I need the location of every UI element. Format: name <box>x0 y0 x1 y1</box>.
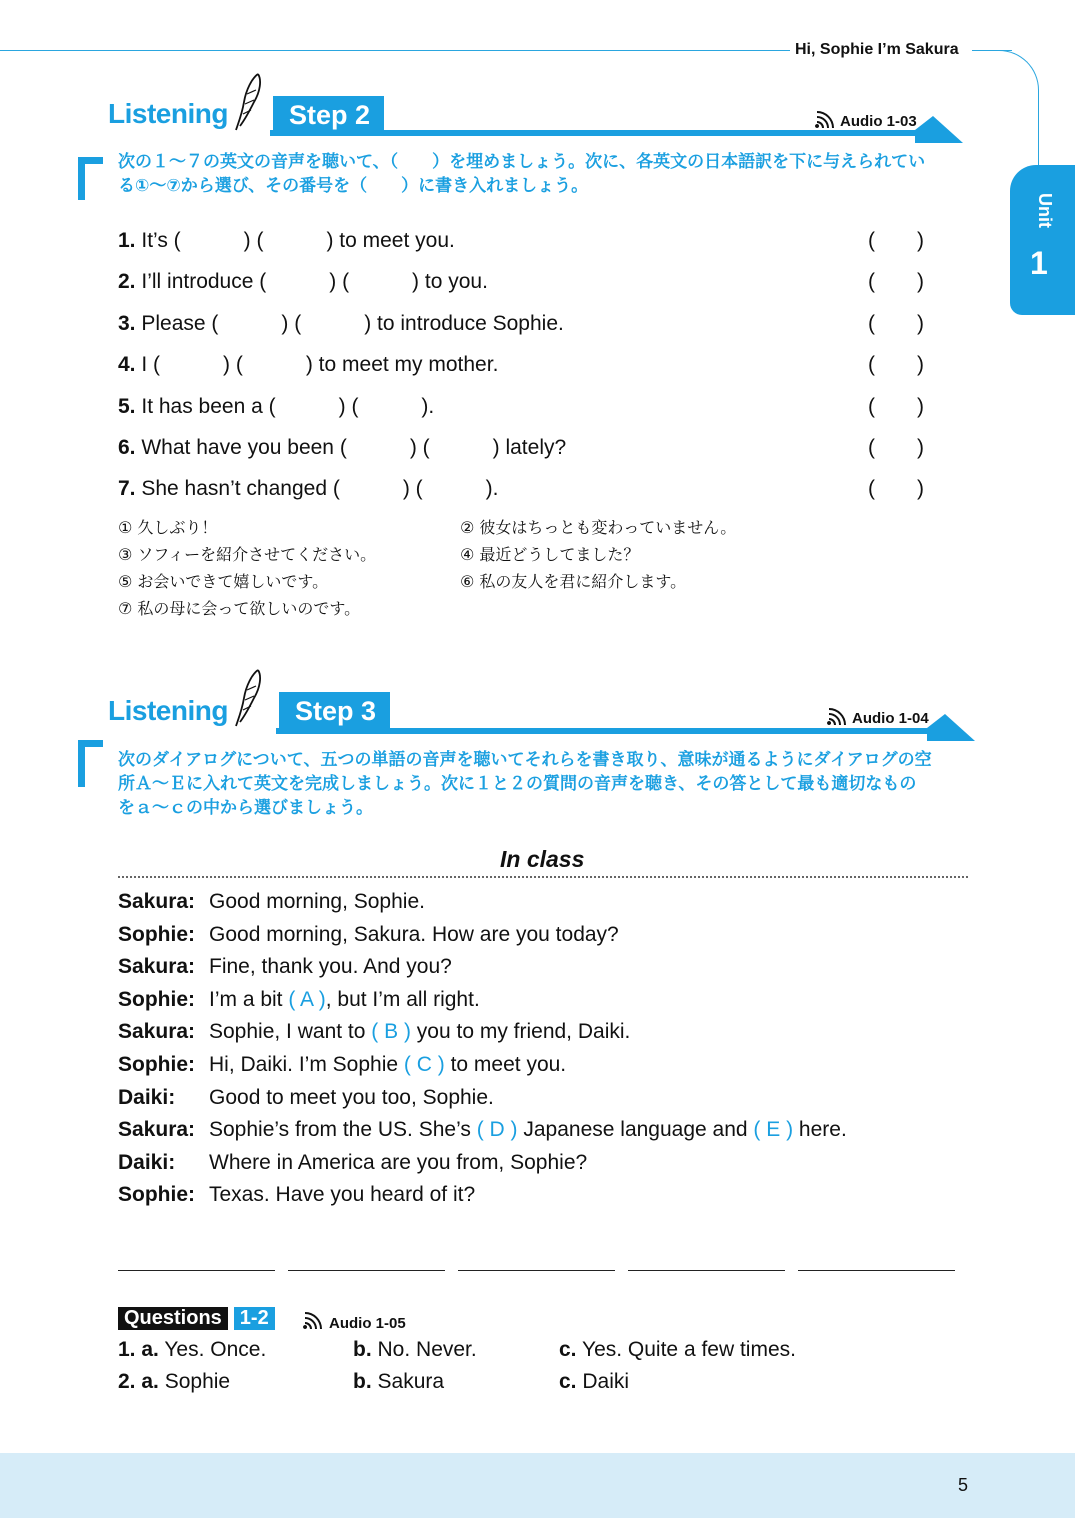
page-number: 5 <box>958 1475 969 1495</box>
step2-question-7 <box>118 472 498 502</box>
footer-band <box>0 1453 1075 1518</box>
step2-label: Step 2 <box>273 96 384 133</box>
band-arrow <box>927 714 975 742</box>
question-number: 1. <box>118 229 136 252</box>
speaker: Sakura: <box>118 955 196 979</box>
instruction-bracket <box>78 157 103 200</box>
running-title: Hi, Sophie I’m Sakura <box>795 41 959 58</box>
audio-icon <box>827 707 849 727</box>
questions-header <box>118 1307 275 1330</box>
dialog-text: , but I’m all right. <box>325 987 480 1011</box>
option-b[interactable]: No. Never. <box>377 1338 477 1361</box>
band-arrow <box>915 116 963 144</box>
dialog-line <box>209 1183 475 1207</box>
step2-instruction-line1: 次の１～７の英文の音声を聴いて、（ ）を埋めましょう。次に、各英文の日本語訳を下に与えられてい <box>118 152 926 172</box>
option-c[interactable]: Daiki <box>582 1370 630 1393</box>
option-key: c. <box>559 1338 577 1361</box>
dialog-text: you to my friend, Daiki. <box>410 1020 631 1044</box>
question-2 <box>118 1370 230 1394</box>
step2-question-6 <box>118 431 566 461</box>
speaker: Sophie: <box>118 1183 195 1207</box>
speaker: Sophie: <box>118 1053 195 1076</box>
option-key: b. <box>353 1338 372 1361</box>
speaker: Sophie: <box>118 922 195 946</box>
option-key: a. <box>141 1338 159 1361</box>
option-key: c. <box>559 1370 577 1393</box>
dialog-line <box>209 955 452 979</box>
step2-question-4 <box>118 348 498 378</box>
question-1 <box>118 1338 266 1362</box>
unit-number: 1 <box>1030 245 1048 281</box>
question-text[interactable]: I’ll introduce ( ) ( ) to you. <box>141 270 488 294</box>
translation-6: ⑥ 私の友人を君に紹介します。 <box>460 572 687 591</box>
step3-instruction-line3: をａ～ｃの中から選びましょう。 <box>118 798 373 818</box>
unit-tab <box>1010 165 1075 315</box>
dialog-line <box>209 1020 630 1044</box>
option-c[interactable]: Yes. Quite a few times. <box>581 1338 796 1361</box>
speaker: Sophie: <box>118 987 195 1011</box>
answer-line-b[interactable] <box>288 1270 445 1271</box>
dialog-line <box>209 923 619 947</box>
question-number: 2. <box>118 270 136 294</box>
step2-instruction <box>118 150 998 198</box>
step3-audio: Audio 1-04 <box>852 710 929 727</box>
dialog-text: Sophie, I want to <box>209 1020 372 1044</box>
step2-question-2 <box>118 265 488 295</box>
dialog-line <box>209 1086 494 1110</box>
dialog-line <box>209 1151 587 1175</box>
header-rule <box>0 50 790 51</box>
dialog-text: I’m a bit <box>209 987 289 1011</box>
answer-line-c[interactable] <box>458 1270 615 1271</box>
questions-range: 1-2 <box>234 1307 275 1330</box>
leaf-icon <box>232 72 266 132</box>
dialog-divider <box>118 876 968 878</box>
question-text[interactable]: Please ( ) ( ) to introduce Sophie. <box>141 311 564 335</box>
question-number: 1. <box>118 1338 136 1361</box>
question-2-c <box>559 1370 629 1394</box>
step2-question-5 <box>118 390 434 420</box>
speaker: Sakura: <box>118 890 196 913</box>
dialog-text: Where in America are you from, Sophie? <box>209 1150 588 1174</box>
instruction-bracket <box>78 740 103 787</box>
listening-heading-2: Listening <box>108 695 228 726</box>
question-number: 3. <box>118 311 136 335</box>
translation-5: ⑤ お会いできて嬉しいです。 <box>118 572 329 591</box>
option-key: b. <box>353 1370 372 1393</box>
answer-box[interactable]: ( ) <box>868 311 924 335</box>
question-2-b <box>353 1370 444 1394</box>
answer-box[interactable]: ( ) <box>868 270 924 294</box>
step3-instruction <box>118 748 998 820</box>
question-text[interactable]: It has been a ( ) ( ). <box>141 394 435 418</box>
question-number: 4. <box>118 353 136 377</box>
step2-question-3 <box>118 307 564 337</box>
question-1-b <box>353 1338 477 1362</box>
answer-box[interactable]: ( ) <box>868 394 924 418</box>
dialog-blank: ( C ) <box>403 1053 445 1076</box>
option-a[interactable]: Sophie <box>164 1370 231 1393</box>
dialog-text: Hi, Daiki. I’m Sophie <box>209 1053 404 1076</box>
speaker: Sakura: <box>118 1020 196 1044</box>
dialog-text: Good morning, Sakura. How are you today? <box>209 922 619 946</box>
audio-icon <box>303 1311 325 1331</box>
step2-instruction-line2: る①～⑦から選び、その番号を（ ）に書き入れましょう。 <box>118 176 589 196</box>
listening-heading: Listening <box>108 98 228 129</box>
answer-box[interactable]: ( ) <box>868 477 924 501</box>
dialog-blank: ( D ) <box>476 1118 518 1142</box>
dialog-blank: ( A ) <box>288 987 326 1011</box>
translation-7: ⑦ 私の母に会って欲しいのです。 <box>118 599 361 618</box>
question-number: 6. <box>118 436 136 459</box>
question-number: 2. <box>118 1370 136 1393</box>
dialog-text: here. <box>793 1118 847 1142</box>
speaker: Daiki: <box>118 1150 176 1174</box>
dialog-text: Texas. Have you heard of it? <box>209 1183 476 1207</box>
dialog-line <box>209 890 425 914</box>
questions-audio: Audio 1-05 <box>329 1315 406 1332</box>
speaker: Sakura: <box>118 1118 196 1142</box>
option-b[interactable]: Sakura <box>377 1370 445 1393</box>
answer-line-d[interactable] <box>628 1270 785 1271</box>
step3-instruction-line1: 次のダイアログについて、五つの単語の音声を聴いてそれらを書き取り、意味が通るようにダイアログの空 <box>118 750 932 770</box>
leaf-icon <box>232 668 266 728</box>
answer-box[interactable]: ( ) <box>868 229 924 252</box>
answer-box[interactable]: ( ) <box>868 436 924 459</box>
question-number: 7. <box>118 477 136 501</box>
translation-2: ② 彼女はちっとも変わっていません。 <box>460 518 737 537</box>
dialog-text: Good to meet you too, Sophie. <box>209 1085 494 1109</box>
dialog-text: to meet you. <box>444 1053 567 1076</box>
dialog-line <box>209 988 480 1012</box>
step2-audio: Audio 1-03 <box>840 113 917 130</box>
step2-question-1 <box>118 224 455 254</box>
questions-label: Questions <box>118 1307 228 1330</box>
dialog-title: In class <box>500 846 585 872</box>
question-1-c <box>559 1338 796 1362</box>
dialog-text: Fine, thank you. And you? <box>209 955 452 979</box>
dialog-line <box>209 1053 566 1077</box>
speaker: Daiki: <box>118 1085 176 1109</box>
audio-icon <box>815 110 837 130</box>
translation-3: ③ ソフィーを紹介させてください。 <box>118 545 377 564</box>
dialog-text: Japanese language and <box>517 1118 754 1142</box>
translation-4: ④ 最近どうしてました？ <box>460 545 640 564</box>
unit-label: Unit <box>1035 193 1055 228</box>
step3-label: Step 3 <box>279 692 390 729</box>
question-text[interactable]: I ( ) ( ) to meet my mother. <box>141 353 499 377</box>
option-key: a. <box>141 1370 159 1393</box>
answer-line-a[interactable] <box>118 1270 275 1271</box>
dialog-blank: ( E ) <box>753 1118 794 1142</box>
dialog-line <box>209 1118 847 1142</box>
step3-instruction-line2: 所Ａ～Ｅに入れて英文を完成しましょう。次に１と２の質問の音声を聴き、その答として最も適切なもの <box>118 774 917 794</box>
dialog-text: Good morning, Sophie. <box>209 890 425 913</box>
answer-line-e[interactable] <box>798 1270 955 1271</box>
option-a[interactable]: Yes. Once. <box>164 1338 267 1361</box>
question-number: 5. <box>118 394 136 418</box>
question-text[interactable]: What have you been ( ) ( ) lately? <box>141 436 567 459</box>
question-text[interactable]: It’s ( ) ( ) to meet you. <box>141 229 455 252</box>
answer-box[interactable]: ( ) <box>868 353 924 377</box>
translation-1: ① 久しぶり！ <box>118 518 218 537</box>
dialog-text: Sophie’s from the US. She’s <box>209 1118 477 1142</box>
dialog-blank: ( B ) <box>371 1020 411 1044</box>
question-text[interactable]: She hasn’t changed ( ) ( ). <box>141 477 499 501</box>
